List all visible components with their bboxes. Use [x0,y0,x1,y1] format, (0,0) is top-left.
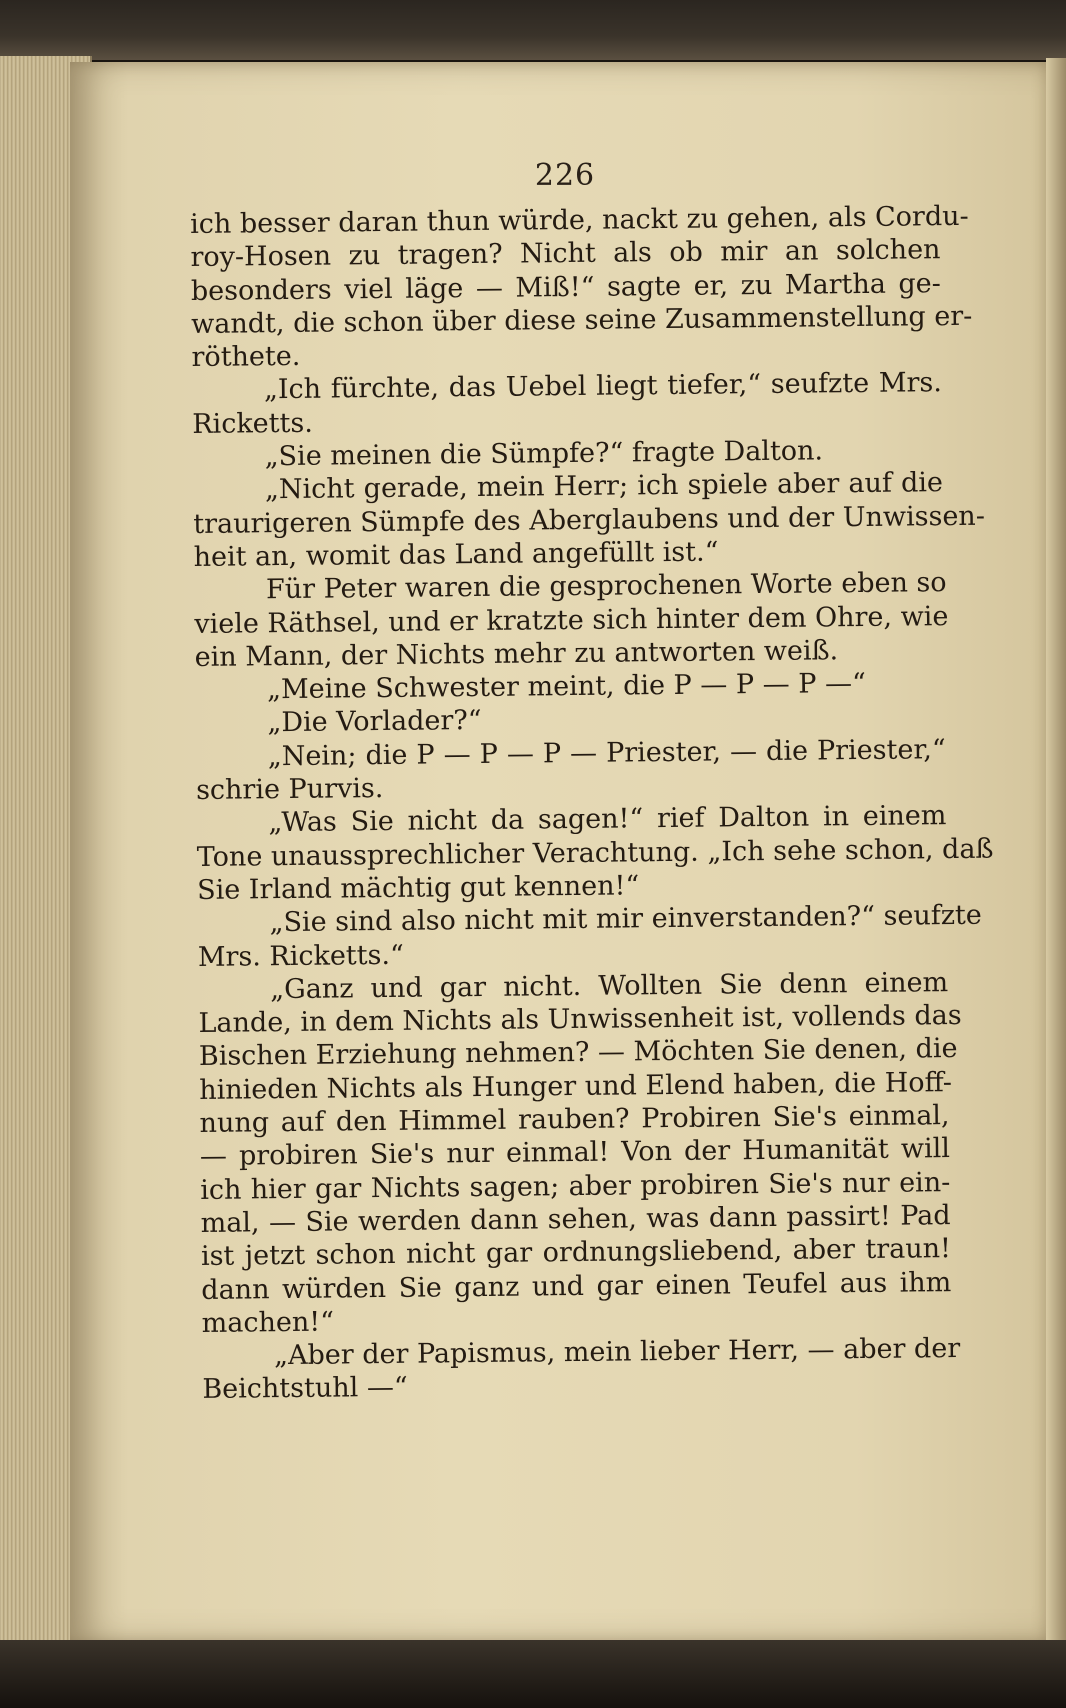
text-line: Bischen Erziehung nehmen? — Möchten Sie denen, die [198,1033,958,1073]
text-line: besonders viel läge — Miß!“ sagte er, zu Martha ge- [190,267,941,307]
page-right-edge [1046,58,1066,1648]
text-line: „Die Vorlader?“ [267,705,482,739]
text-line: Lande, in dem Nichts als Unwissenheit ist, vollends das [198,1000,962,1040]
text-line: viele Räthsel, und er kratzte sich hinter dem Ohre, wie [194,600,949,640]
text-line: ich besser daran thun würde, nackt zu gehen, als Cordu- [190,200,969,240]
text-line: „Ich fürchte, das Uebel liegt tiefer,“ seufzte Mrs. [263,367,943,406]
text-line: heit an, womit das Land angefüllt ist.“ [193,536,719,573]
text-line: röthete. [191,341,301,374]
text-line: Mrs. Ricketts.“ [197,939,404,973]
page-number: 226 [534,158,596,193]
text-line: roy-Hosen zu tragen? Nicht als ob mir an solchen [190,234,941,274]
text-line: „Sie sind also nicht mit mir einverstanden?“ seufzte [269,899,982,939]
text-line: Sie Irland mächtig gut kennen!“ [196,870,640,906]
text-line: machen!“ [201,1306,335,1339]
text-line: nung auf den Himmel rauben? Probiren Sie's einmal, [199,1100,950,1139]
text-line: Tone unaussprechlicher Verachtung. „Ich sehe schon, daß [196,833,994,873]
text-line: traurigeren Sümpfe des Aberglaubens und der Unwissen- [193,500,986,540]
text-line: ist jetzt schon nicht gar ordnungsliebend, aber traun! [200,1233,952,1273]
page-text [190,200,994,1406]
text-line: ein Mann, der Nichts mehr zu antworten weiß. [194,635,839,673]
text-line: schrie Purvis. [195,773,384,807]
text-line: Für Peter waren die gesprochenen Worte eben so [265,567,947,606]
text-line: „Aber der Papismus, mein lieber Herr, — aber der [273,1333,961,1372]
text-line: „Meine Schwester meint, die P — P — P —“ [266,668,866,706]
text-line: — probiren Sie's nur einmal! Von der Humanität will [199,1133,951,1173]
text-line: „Nicht gerade, mein Herr; ich spiele aber auf die [264,467,944,506]
book-cover-top-edge [0,0,1066,60]
text-line: dann würden Sie ganz und gar einen Teufel aus ihm [201,1266,952,1306]
text-line: Beichtstuhl —“ [202,1372,408,1406]
text-line: wandt, die schon über diese seine Zusammenstellung er- [191,300,973,340]
text-line: ich hier gar Nichts sagen; aber probiren Sie's nur ein- [200,1166,951,1206]
book-cover-bottom-edge [0,1640,1066,1708]
text-line: „Nein; die P — P — P — Priester, — die Priester,“ [267,733,946,772]
text-line: hinieden Nichts als Hunger und Elend haben, die Hoff- [199,1066,953,1106]
text-line: „Was Sie nicht da sagen!“ rief Dalton in einem [268,800,947,839]
text-line: „Sie meinen die Sümpfe?“ fragte Dalton. [264,435,824,473]
text-line: mal, — Sie werden dann sehen, was dann passirt! Pad [200,1199,951,1239]
text-line: „Ganz und gar nicht. Wollten Sie denn einem [270,966,949,1006]
text-line: Ricketts. [192,407,313,440]
